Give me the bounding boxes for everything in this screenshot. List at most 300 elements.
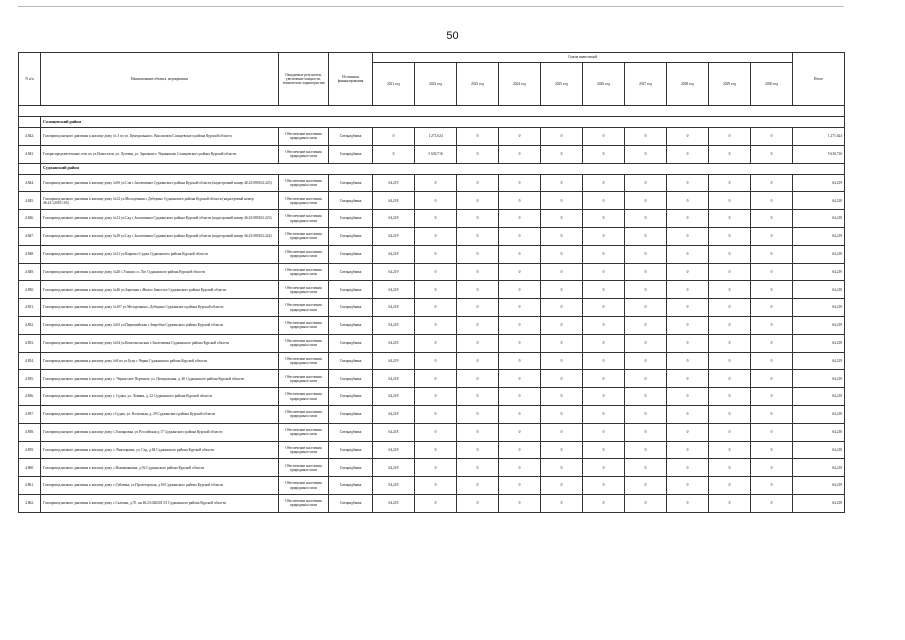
year-value: 0 bbox=[541, 281, 583, 299]
year-value: 64,218 bbox=[373, 299, 415, 317]
year-value: 0 bbox=[751, 174, 793, 192]
year-value: 0 bbox=[751, 128, 793, 146]
year-value: 0 bbox=[625, 459, 667, 477]
year-value: 0 bbox=[625, 423, 667, 441]
year-value: 0 bbox=[751, 352, 793, 370]
row-total: 64,218 bbox=[793, 441, 845, 459]
expected-result: Обеспечение населения природным газом bbox=[279, 405, 329, 423]
header-year: 2026 год bbox=[583, 63, 625, 106]
expected-result: Обеспечение населения природным газом bbox=[279, 192, 329, 210]
table-row bbox=[19, 192, 845, 210]
year-value: 64,219 bbox=[373, 174, 415, 192]
year-value: 0 bbox=[457, 423, 499, 441]
row-number: 4.850. bbox=[19, 281, 41, 299]
year-value: 0 bbox=[541, 145, 583, 163]
row-total: 64,218 bbox=[793, 210, 845, 228]
year-value: 0 bbox=[667, 334, 709, 352]
year-value: 0 bbox=[415, 441, 457, 459]
table-row bbox=[19, 423, 845, 441]
year-value: 0 bbox=[541, 245, 583, 263]
row-number: 4.843. bbox=[19, 145, 41, 163]
year-value: 0 bbox=[751, 245, 793, 263]
year-value: 0 bbox=[415, 227, 457, 245]
year-value: 0 bbox=[625, 441, 667, 459]
row-number: 4.846. bbox=[19, 210, 41, 228]
year-value: 0 bbox=[541, 299, 583, 317]
year-value: 64,218 bbox=[373, 423, 415, 441]
year-value: 0 bbox=[625, 316, 667, 334]
expected-result: Обеспечение населения природным газом bbox=[279, 227, 329, 245]
table-body bbox=[19, 106, 845, 513]
year-value: 0 bbox=[415, 210, 457, 228]
year-value: 0 bbox=[415, 299, 457, 317]
row-total: 64,218 bbox=[793, 192, 845, 210]
object-name: Газопровод низкого давления к жилому дому №12 ул.Сад с.Заолешенка Суджанского района Курской области (кадастровый номер 46:23:080102:223) bbox=[41, 210, 279, 228]
year-value: 0 bbox=[667, 245, 709, 263]
year-value: 0 bbox=[583, 370, 625, 388]
row-number: 4.847. bbox=[19, 227, 41, 245]
year-value: 0 bbox=[499, 459, 541, 477]
expected-result: Обеспечение населения природным газом bbox=[279, 174, 329, 192]
year-value: 0 bbox=[457, 192, 499, 210]
year-value: 0 bbox=[751, 281, 793, 299]
funding-source: Спецнадбавка bbox=[329, 299, 373, 317]
year-value: 0 bbox=[541, 316, 583, 334]
table-row bbox=[19, 388, 845, 406]
table-row bbox=[19, 441, 845, 459]
expected-result: Обеспечение населения природным газом bbox=[279, 388, 329, 406]
year-value: 0 bbox=[751, 370, 793, 388]
year-value: 0 bbox=[541, 227, 583, 245]
object-name: Газопровод низкого давления к жилому дому №8 по ул.Бутр с.Черни Суджанского района Курской области bbox=[41, 352, 279, 370]
table-row bbox=[19, 334, 845, 352]
header-num: N п/п bbox=[19, 53, 41, 106]
funding-source: Спецнадбавка bbox=[329, 459, 373, 477]
year-value: 0 bbox=[415, 423, 457, 441]
year-value: 0 bbox=[541, 494, 583, 512]
year-value: 0 bbox=[541, 477, 583, 495]
header-year: 2027 год bbox=[625, 63, 667, 106]
year-value: 0 bbox=[457, 227, 499, 245]
year-value: 0 bbox=[625, 245, 667, 263]
row-total: 64,218 bbox=[793, 370, 845, 388]
year-value: 0 bbox=[457, 334, 499, 352]
year-value: 0 bbox=[625, 145, 667, 163]
year-value: 0 bbox=[499, 145, 541, 163]
year-value: 0 bbox=[751, 145, 793, 163]
year-value: 0 bbox=[499, 423, 541, 441]
year-value: 0 bbox=[583, 459, 625, 477]
year-value: 0 bbox=[457, 145, 499, 163]
year-value: 0 bbox=[415, 494, 457, 512]
year-value: 0 bbox=[499, 174, 541, 192]
funding-source: Спецнадбавка bbox=[329, 494, 373, 512]
row-total: 64,218 bbox=[793, 316, 845, 334]
year-value: 0 bbox=[751, 405, 793, 423]
year-value: 0 bbox=[499, 128, 541, 146]
year-value: 0 bbox=[499, 210, 541, 228]
scan-edge-line bbox=[18, 6, 844, 7]
object-name: Газопровод низкого давления к жилому дому №54 ул.Комсомольская с.Заолешенка Суджанского района Курской области bbox=[41, 334, 279, 352]
year-value: 0 bbox=[457, 245, 499, 263]
row-number: 4.849. bbox=[19, 263, 41, 281]
expected-result: Обеспечение населения природным газом bbox=[279, 128, 329, 146]
year-value: 64,218 bbox=[373, 459, 415, 477]
year-value: 0 bbox=[541, 370, 583, 388]
year-value: 0 bbox=[751, 459, 793, 477]
expected-result: Обеспечение населения природным газом bbox=[279, 210, 329, 228]
object-name: Газопровод низкого давления к жилому дому № 3 по ул. Центральная п. Высоковом Солнцевского района Курской области bbox=[41, 128, 279, 146]
expected-result: Обеспечение населения природным газом bbox=[279, 459, 329, 477]
year-value: 0 bbox=[583, 192, 625, 210]
row-number: 4.860. bbox=[19, 459, 41, 477]
row-number: 4.859. bbox=[19, 441, 41, 459]
year-value: 0 bbox=[709, 316, 751, 334]
row-number: 4.851. bbox=[19, 299, 41, 317]
object-name: Газопровод низкого давления к жилому дому с.Новоивановка, д.92 Суджанского района Курской области bbox=[41, 459, 279, 477]
year-value: 0 bbox=[625, 210, 667, 228]
header-year: 2024 год bbox=[499, 63, 541, 106]
row-number: 4.845. bbox=[19, 192, 41, 210]
year-value: 0 bbox=[751, 263, 793, 281]
header-year: 2028 год bbox=[667, 63, 709, 106]
year-value: 0 bbox=[583, 316, 625, 334]
year-value: 0 bbox=[415, 192, 457, 210]
year-value: 0 bbox=[541, 174, 583, 192]
funding-source: Спецнадбавка bbox=[329, 334, 373, 352]
row-number: 4.856. bbox=[19, 388, 41, 406]
investment-table bbox=[18, 52, 845, 513]
year-value: 64,219 bbox=[373, 352, 415, 370]
row-total: 5 630,716 bbox=[793, 145, 845, 163]
funding-source: Спецнадбавка bbox=[329, 145, 373, 163]
year-value: 0 bbox=[709, 477, 751, 495]
table-row bbox=[19, 174, 845, 192]
row-number: 4.853. bbox=[19, 334, 41, 352]
object-name: Газопровод низкого давления к жилому дому №9б ул.Сов с.Заолешенка Суджанского района Курской области (кадастровый номер 46:23:080102:223) bbox=[41, 174, 279, 192]
year-value: 0 bbox=[625, 174, 667, 192]
expected-result: Обеспечение населения природным газом bbox=[279, 281, 329, 299]
year-value: 0 bbox=[499, 405, 541, 423]
expected-result: Обеспечение населения природным газом bbox=[279, 441, 329, 459]
funding-source: Спецнадбавка bbox=[329, 441, 373, 459]
year-value: 64,218 bbox=[373, 334, 415, 352]
object-name: Газораспределительные сети по ул.Новоселов, ул. Луговая, ул. Заречная п. Чернышово Солнцевского района Курской области bbox=[41, 145, 279, 163]
year-value: 0 bbox=[667, 174, 709, 192]
row-total: 64,218 bbox=[793, 245, 845, 263]
funding-source: Спецнадбавка bbox=[329, 128, 373, 146]
year-value: 0 bbox=[499, 352, 541, 370]
funding-source: Спецнадбавка bbox=[329, 423, 373, 441]
table-row bbox=[19, 494, 845, 512]
year-value: 0 bbox=[583, 352, 625, 370]
row-total: 64,218 bbox=[793, 299, 845, 317]
funding-source: Спецнадбавка bbox=[329, 227, 373, 245]
year-value: 0 bbox=[373, 128, 415, 146]
section-title: Суджанский район bbox=[41, 163, 845, 174]
section-row bbox=[19, 117, 845, 128]
year-value: 0 bbox=[415, 334, 457, 352]
object-name: Газопровод низкого давления к жилому дому г.Суджа, ул. Колхозная, д. 29 Суджанского района Курской области bbox=[41, 405, 279, 423]
row-number: 4.844. bbox=[19, 174, 41, 192]
year-value: 0 bbox=[709, 459, 751, 477]
year-value: 0 bbox=[625, 388, 667, 406]
row-number: 4.858. bbox=[19, 423, 41, 441]
year-value: 0 bbox=[709, 388, 751, 406]
section-title: Солнцевский район bbox=[41, 117, 845, 128]
year-value: 0 bbox=[415, 174, 457, 192]
year-value: 0 bbox=[457, 459, 499, 477]
header-year: 2029 год bbox=[709, 63, 751, 106]
year-value: 0 bbox=[541, 423, 583, 441]
row-number: 4.855. bbox=[19, 370, 41, 388]
year-value: 0 bbox=[457, 128, 499, 146]
expected-result: Обеспечение населения природным газом bbox=[279, 334, 329, 352]
funding-source: Спецнадбавка bbox=[329, 388, 373, 406]
year-value: 0 bbox=[751, 477, 793, 495]
year-value: 0 bbox=[709, 263, 751, 281]
year-value: 0 bbox=[541, 334, 583, 352]
row-number: 4.862. bbox=[19, 494, 41, 512]
year-value: 0 bbox=[751, 423, 793, 441]
table-row bbox=[19, 281, 845, 299]
year-value: 0 bbox=[667, 477, 709, 495]
year-value: 0 bbox=[499, 441, 541, 459]
expected-result: Обеспечение населения природным газом bbox=[279, 477, 329, 495]
year-value: 0 bbox=[625, 352, 667, 370]
table-row bbox=[19, 145, 845, 163]
year-value: 0 bbox=[499, 477, 541, 495]
year-value: 0 bbox=[709, 145, 751, 163]
section-num-cell bbox=[19, 163, 41, 174]
year-value: 0 bbox=[583, 174, 625, 192]
row-total: 64,219 bbox=[793, 263, 845, 281]
year-value: 0 bbox=[667, 299, 709, 317]
year-value: 0 bbox=[667, 192, 709, 210]
year-value: 0 bbox=[709, 334, 751, 352]
funding-source: Спецнадбавка bbox=[329, 245, 373, 263]
row-total: 64,218 bbox=[793, 477, 845, 495]
year-value: 0 bbox=[415, 263, 457, 281]
year-value: 0 bbox=[415, 316, 457, 334]
year-value: 0 bbox=[457, 405, 499, 423]
year-value: 64,218 bbox=[373, 316, 415, 334]
year-value: 0 bbox=[667, 227, 709, 245]
expected-result: Обеспечение населения природным газом bbox=[279, 494, 329, 512]
expected-result: Обеспечение населения природным газом bbox=[279, 299, 329, 317]
year-value: 0 bbox=[751, 334, 793, 352]
funding-source: Спецнадбавка bbox=[329, 352, 373, 370]
year-value: 64,218 bbox=[373, 192, 415, 210]
section-row bbox=[19, 163, 845, 174]
year-value: 0 bbox=[457, 352, 499, 370]
year-value: 0 bbox=[457, 263, 499, 281]
year-value: 0 bbox=[415, 352, 457, 370]
year-value: 0 bbox=[709, 370, 751, 388]
year-value: 0 bbox=[499, 281, 541, 299]
header-year: 2023 год bbox=[457, 63, 499, 106]
year-value: 0 bbox=[583, 299, 625, 317]
object-name: Газопровод низкого давления к жилому дому с. Черкасское Поречное, ул. Центральная, д. 40 Суджанского района Курской области bbox=[41, 370, 279, 388]
year-value: 0 bbox=[625, 263, 667, 281]
header-year: 2030 год bbox=[751, 63, 793, 106]
year-value: 0 bbox=[625, 227, 667, 245]
table-row bbox=[19, 210, 845, 228]
year-value: 64,218 bbox=[373, 281, 415, 299]
year-value: 0 bbox=[583, 405, 625, 423]
year-value: 0 bbox=[541, 192, 583, 210]
year-value: 0 bbox=[667, 494, 709, 512]
table-row bbox=[19, 263, 845, 281]
year-value: 0 bbox=[583, 423, 625, 441]
header-year: 2025 год bbox=[541, 63, 583, 106]
blank-row bbox=[19, 106, 845, 117]
year-value: 64,218 bbox=[373, 245, 415, 263]
funding-source: Спецнадбавка bbox=[329, 316, 373, 334]
object-name: Газопровод низкого давления к жилому дому №20 с.Уланок сл. Лог Суджанского района Курской области bbox=[41, 263, 279, 281]
year-value: 0 bbox=[499, 299, 541, 317]
year-value: 0 bbox=[457, 494, 499, 512]
year-value: 0 bbox=[583, 477, 625, 495]
row-total: 64,218 bbox=[793, 494, 845, 512]
funding-source: Спецнадбавка bbox=[329, 263, 373, 281]
year-value: 0 bbox=[583, 128, 625, 146]
expected-result: Обеспечение населения природным газом bbox=[279, 370, 329, 388]
year-value: 0 bbox=[541, 459, 583, 477]
header-year: 2022 год bbox=[415, 63, 457, 106]
object-name: Газопровод низкого давления к жилому дому №92 ул.Первомайская с.Зверобки Суджанского района Курской области bbox=[41, 316, 279, 334]
page-number: 50 bbox=[446, 30, 459, 42]
year-value: 0 bbox=[415, 459, 457, 477]
year-value: 0 bbox=[541, 441, 583, 459]
year-value: 0 bbox=[709, 128, 751, 146]
object-name: Газопровод низкого давления к жилому дому с.Гончаровка, ул.Российская д.17 Суджанского района Курской области bbox=[41, 423, 279, 441]
header-name: Наименование объекта, мероприятия bbox=[41, 53, 279, 106]
year-value: 0 bbox=[457, 299, 499, 317]
year-value: 64,218 bbox=[373, 370, 415, 388]
table-row bbox=[19, 245, 845, 263]
year-value: 0 bbox=[751, 227, 793, 245]
year-value: 64,218 bbox=[373, 477, 415, 495]
year-value: 0 bbox=[751, 441, 793, 459]
year-value: 0 bbox=[457, 174, 499, 192]
table-row bbox=[19, 316, 845, 334]
year-value: 64,218 bbox=[373, 494, 415, 512]
expected-result: Обеспечение населения природным газом bbox=[279, 145, 329, 163]
funding-source: Спецнадбавка bbox=[329, 174, 373, 192]
year-value: 0 bbox=[625, 281, 667, 299]
table-header bbox=[19, 53, 845, 106]
year-value: 0 bbox=[499, 370, 541, 388]
year-value: 0 bbox=[541, 352, 583, 370]
row-number: 4.854. bbox=[19, 352, 41, 370]
expected-result: Обеспечение населения природным газом bbox=[279, 352, 329, 370]
row-total: 64,218 bbox=[793, 388, 845, 406]
year-value: 0 bbox=[541, 128, 583, 146]
year-value: 0 bbox=[709, 281, 751, 299]
object-name: Газопровод низкого давления к жилому дому №46 ул.Заречная с.Жилое Замостье Суджанского района Курской области bbox=[41, 281, 279, 299]
year-value: 0 bbox=[751, 388, 793, 406]
object-name: Газопровод низкого давления к жилому дому г. Суджа, ул. Ленина, д. 22 Суджанского района Курской области bbox=[41, 388, 279, 406]
year-value: 0 bbox=[751, 192, 793, 210]
year-value: 0 bbox=[667, 388, 709, 406]
year-value: 0 bbox=[499, 227, 541, 245]
row-number: 4.852. bbox=[19, 316, 41, 334]
expected-result: Обеспечение населения природным газом bbox=[279, 423, 329, 441]
year-value: 0 bbox=[667, 128, 709, 146]
year-value: 0 bbox=[457, 388, 499, 406]
year-value: 0 bbox=[709, 227, 751, 245]
year-value: 0 bbox=[709, 174, 751, 192]
header-year: 2021 год bbox=[373, 63, 415, 106]
year-value: 64,218 bbox=[373, 210, 415, 228]
year-value: 0 bbox=[499, 263, 541, 281]
year-value: 5 630,716 bbox=[415, 145, 457, 163]
year-value: 0 bbox=[457, 370, 499, 388]
year-value: 64,219 bbox=[373, 263, 415, 281]
year-value: 0 bbox=[583, 334, 625, 352]
table-row bbox=[19, 227, 845, 245]
year-value: 0 bbox=[667, 210, 709, 228]
year-value: 0 bbox=[499, 316, 541, 334]
year-value: 0 bbox=[709, 494, 751, 512]
year-value: 0 bbox=[709, 423, 751, 441]
year-value: 0 bbox=[625, 477, 667, 495]
row-number: 4.857. bbox=[19, 405, 41, 423]
row-total: 1 271,624 bbox=[793, 128, 845, 146]
year-value: 0 bbox=[625, 192, 667, 210]
year-value: 64,219 bbox=[373, 227, 415, 245]
year-value: 0 bbox=[583, 245, 625, 263]
funding-source: Спецнадбавка bbox=[329, 192, 373, 210]
expected-result: Обеспечение населения природным газом bbox=[279, 263, 329, 281]
header-purpose: Ожидаемые результаты, увеличение мощности, технических характеристик bbox=[279, 53, 329, 106]
year-value: 64,218 bbox=[373, 388, 415, 406]
year-value: 0 bbox=[667, 405, 709, 423]
year-value: 0 bbox=[499, 192, 541, 210]
row-number: 4.842. bbox=[19, 128, 41, 146]
object-name: Газопровод низкого давления к жилому дому №107 ул.Молодежная с.Дебедино Суджанского района Курской области bbox=[41, 299, 279, 317]
year-value: 0 bbox=[583, 227, 625, 245]
table-row bbox=[19, 459, 845, 477]
table-row bbox=[19, 299, 845, 317]
year-value: 0 bbox=[709, 352, 751, 370]
year-value: 0 bbox=[415, 281, 457, 299]
row-number: 4.848. bbox=[19, 245, 41, 263]
header-investment-group: Сумма инвестиций bbox=[373, 53, 793, 63]
funding-source: Спецнадбавка bbox=[329, 405, 373, 423]
year-value: 0 bbox=[541, 210, 583, 228]
year-value: 0 bbox=[499, 245, 541, 263]
year-value: 0 bbox=[709, 405, 751, 423]
row-total: 64,218 bbox=[793, 405, 845, 423]
funding-source: Спецнадбавка bbox=[329, 370, 373, 388]
year-value: 0 bbox=[709, 245, 751, 263]
funding-source: Спецнадбавка bbox=[329, 477, 373, 495]
year-value: 0 bbox=[583, 210, 625, 228]
year-value: 0 bbox=[751, 210, 793, 228]
year-value: 0 bbox=[415, 405, 457, 423]
section-num-cell bbox=[19, 117, 41, 128]
year-value: 0 bbox=[625, 334, 667, 352]
year-value: 0 bbox=[541, 263, 583, 281]
year-value: 0 bbox=[667, 441, 709, 459]
year-value: 0 bbox=[709, 210, 751, 228]
year-value: 0 bbox=[709, 299, 751, 317]
header-total: Итого bbox=[793, 53, 845, 106]
year-value: 0 bbox=[499, 334, 541, 352]
year-value: 0 bbox=[415, 388, 457, 406]
